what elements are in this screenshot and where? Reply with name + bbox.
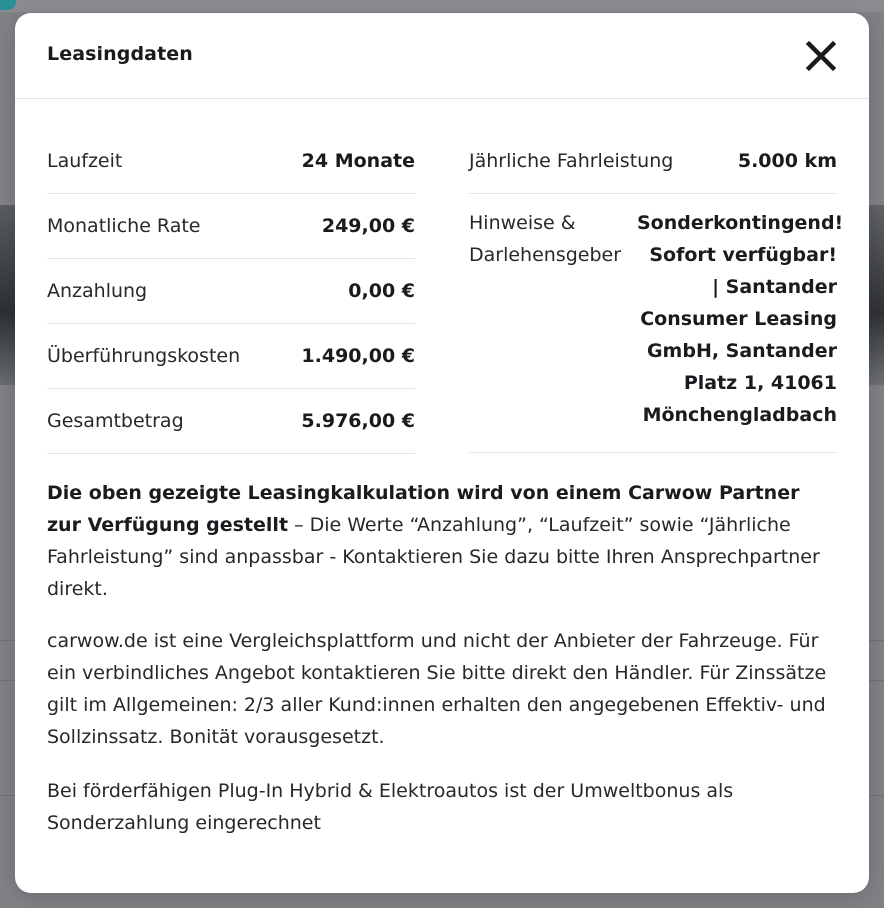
detail-value: Sonderkontingend! Sofort verfügbar! | Santander Consumer Leasing GmbH, Santander Platz 1, 41061 Mönchengladbach [637, 212, 844, 426]
close-button[interactable] [801, 37, 841, 77]
background-divider [869, 795, 884, 796]
detail-value: 249,00 € [321, 215, 415, 237]
close-icon [801, 37, 841, 77]
detail-label: Gesamtbetrag [47, 410, 184, 432]
background-divider [0, 680, 15, 681]
details-column-right [469, 130, 844, 454]
background-divider [869, 680, 884, 681]
leasing-details-modal [15, 13, 869, 893]
detail-label: Monatliche Rate [47, 215, 201, 237]
detail-label: Jährliche Fahrleistung [469, 150, 674, 172]
detail-row-anzahlung [47, 260, 415, 324]
detail-row-laufzeit [47, 130, 415, 194]
detail-value: 24 Monate [301, 150, 415, 172]
background-car-image-right [869, 205, 884, 385]
detail-label: Überführungskosten [47, 345, 241, 367]
umweltbonus-paragraph: Bei förderfähigen Plug-In Hybrid & Elektroautos ist der Umweltbonus als Sonderzahlung eingerechnet [47, 780, 734, 834]
detail-label: Laufzeit [47, 150, 123, 172]
modal-title: Leasingdaten [47, 43, 193, 65]
detail-value: 1.490,00 € [301, 345, 415, 367]
background-car-image-left [0, 205, 15, 385]
detail-row-hinweise-darlehensgeber [469, 195, 844, 453]
background-header-strip [0, 0, 884, 12]
platform-info-paragraph: carwow.de ist eine Vergleichsplattform und nicht der Anbieter der Fahrzeuge. Für ein verbindliches Angebot kontaktieren Sie bitte direkt den Händler. Für Zinssätze gilt im Allgemeinen: 2/3 aller Kund:innen erhalten den angegebenen Effektiv- und Sollzinssatz. Bonität vorausgesetzt. [47, 630, 827, 748]
details-column-left [47, 130, 415, 455]
detail-label: Anzahlung [47, 280, 148, 302]
disclaimer-rest: – Die Werte “Anzahlung”, “Laufzeit” sowie “Jährliche Fahrleistung” sind anpassbar - Kontaktieren Sie dazu bitte Ihren Ansprechpartner direkt. [47, 514, 820, 600]
modal-header [15, 13, 869, 99]
disclaimer-paragraph [47, 477, 837, 605]
background-divider [869, 640, 884, 641]
background-divider [0, 640, 15, 641]
disclaimer-bold-intro: Die oben gezeigte Leasingkalkulation wird von einem Carwow Partner zur Verfügung gestellt [47, 482, 800, 536]
detail-row-jaehrliche-fahrleistung [469, 130, 837, 194]
detail-value: 0,00 € [348, 280, 415, 302]
detail-row-ueberfuehrungskosten [47, 325, 415, 389]
detail-value: 5.976,00 € [301, 410, 415, 432]
detail-row-gesamtbetrag [47, 390, 415, 454]
detail-label: Hinweise & Darlehensgeber [469, 212, 622, 266]
background-divider [0, 795, 15, 796]
detail-value: 5.000 km [737, 150, 837, 172]
detail-row-monatliche-rate [47, 195, 415, 259]
